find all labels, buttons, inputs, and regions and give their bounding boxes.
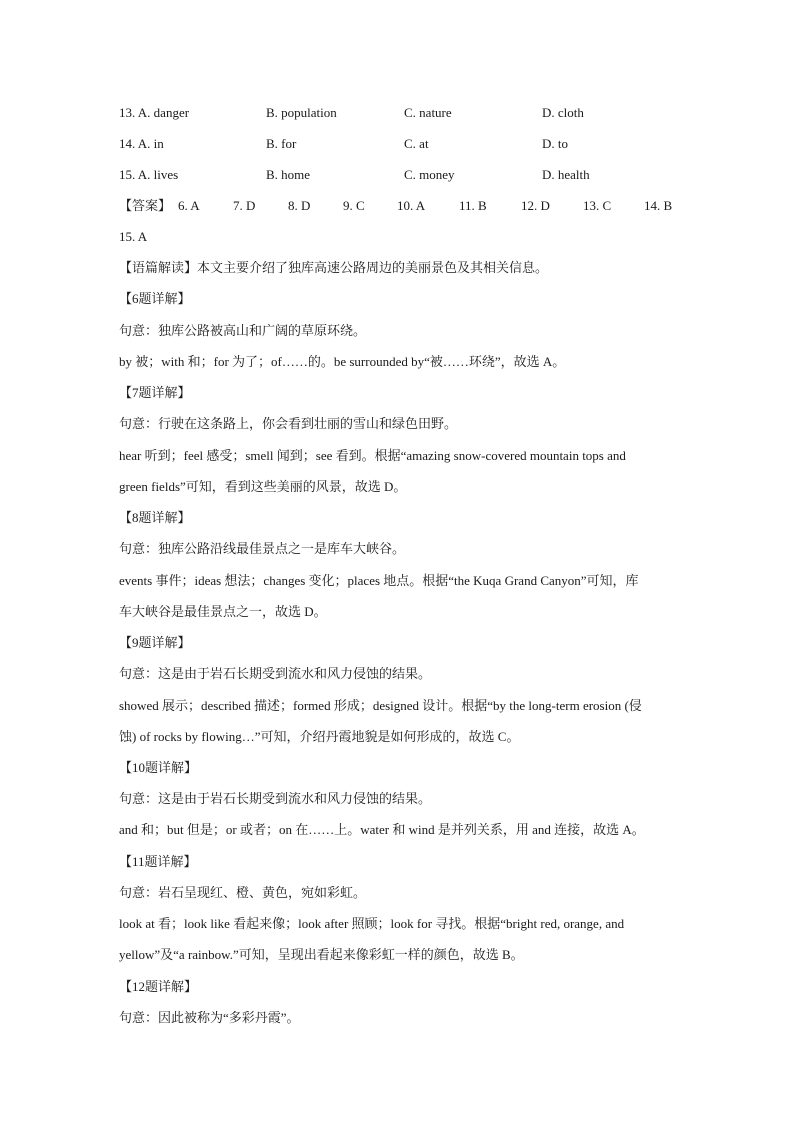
option-14-b: B. for bbox=[266, 136, 297, 151]
section-heading-12: 【12题详解】 bbox=[119, 979, 198, 994]
sentence-meaning: 句意：独库公路被高山和广阔的草原环绕。 bbox=[119, 323, 367, 338]
option-14-d: D. to bbox=[542, 136, 568, 151]
option-13-c: C. nature bbox=[404, 105, 452, 120]
answer-item: 9. C bbox=[343, 198, 365, 213]
answer-item: 7. D bbox=[233, 198, 256, 213]
section-heading-9: 【9题详解】 bbox=[119, 635, 191, 650]
answer-item: 10. A bbox=[397, 198, 426, 213]
sentence-meaning: 句意：岩石呈现红、橙、黄色，宛如彩虹。 bbox=[119, 885, 367, 900]
explanation-line: hear 听到；feel 感受；smell 闻到；see 看到。根据“amazing snow-covered mountain tops and bbox=[119, 448, 626, 463]
sentence-meaning: 句意：行驶在这条路上，你会看到壮丽的雪山和绿色田野。 bbox=[119, 416, 458, 431]
answer-label: 【答案】 bbox=[119, 198, 172, 213]
answer-item: 6. A bbox=[178, 198, 200, 213]
option-14-a: 14. A. in bbox=[119, 136, 164, 151]
explanation-line: look at 看；look like 看起来像；look after 照顾；look for 寻找。根据“bright red, orange, and bbox=[119, 916, 625, 931]
explanation-line: showed 展示；described 描述；formed 形成；designed 设计。根据“by the long-term erosion (侵 bbox=[119, 698, 642, 713]
option-13-d: D. cloth bbox=[542, 105, 584, 120]
sentence-meaning: 句意：这是由于岩石长期受到流水和风力侵蚀的结果。 bbox=[119, 666, 432, 681]
explanation-line: 蚀) of rocks by flowing…”可知，介绍丹霞地貌是如何形成的，故选 C。 bbox=[119, 729, 520, 744]
option-15-d: D. health bbox=[542, 167, 590, 182]
explanation-line: green fields”可知，看到这些美丽的风景，故选 D。 bbox=[119, 479, 407, 494]
option-15-c: C. money bbox=[404, 167, 455, 182]
sentence-meaning: 句意：独库公路沿线最佳景点之一是库车大峡谷。 bbox=[119, 541, 406, 556]
answer-item: 11. B bbox=[459, 198, 487, 213]
explanation-line: and 和；but 但是；or 或者；on 在……上。water 和 wind 是并列关系，用 and 连接，故选 A。 bbox=[119, 822, 645, 837]
answer-item: 12. D bbox=[521, 198, 550, 213]
section-heading-11: 【11题详解】 bbox=[119, 854, 197, 869]
section-heading-10: 【10题详解】 bbox=[119, 760, 198, 775]
section-heading-8: 【8题详解】 bbox=[119, 510, 191, 525]
explanation-line: yellow”及“a rainbow.”可知，呈现出看起来像彩虹一样的颜色，故选 B。 bbox=[119, 947, 524, 962]
answer-item: 13. C bbox=[583, 198, 612, 213]
option-14-c: C. at bbox=[404, 136, 429, 151]
option-13-a: 13. A. danger bbox=[119, 105, 190, 120]
sentence-meaning: 句意：这是由于岩石长期受到流水和风力侵蚀的结果。 bbox=[119, 791, 432, 806]
explanation-line: by 被；with 和；for 为了；of……的。be surrounded by“被……环绕”，故选 A。 bbox=[119, 354, 566, 369]
section-heading-7: 【7题详解】 bbox=[119, 385, 191, 400]
option-15-a: 15. A. lives bbox=[119, 167, 179, 182]
answer-item: 8. D bbox=[288, 198, 311, 213]
option-13-b: B. population bbox=[266, 105, 337, 120]
sentence-meaning: 句意：因此被称为“多彩丹霞”。 bbox=[119, 1010, 300, 1025]
answer-item: 14. B bbox=[644, 198, 673, 213]
section-heading-6: 【6题详解】 bbox=[119, 291, 191, 306]
explanation-line: 车大峡谷是最佳景点之一，故选 D。 bbox=[119, 604, 327, 619]
option-15-b: B. home bbox=[266, 167, 311, 182]
explanation-line: events 事件；ideas 想法；changes 变化；places 地点。根据“the Kuqa Grand Canyon”可知，库 bbox=[119, 573, 639, 588]
passage-summary: 【语篇解读】本文主要介绍了独库高速公路周边的美丽景色及其相关信息。 bbox=[119, 260, 549, 275]
answer-item-last: 15. A bbox=[119, 229, 148, 244]
